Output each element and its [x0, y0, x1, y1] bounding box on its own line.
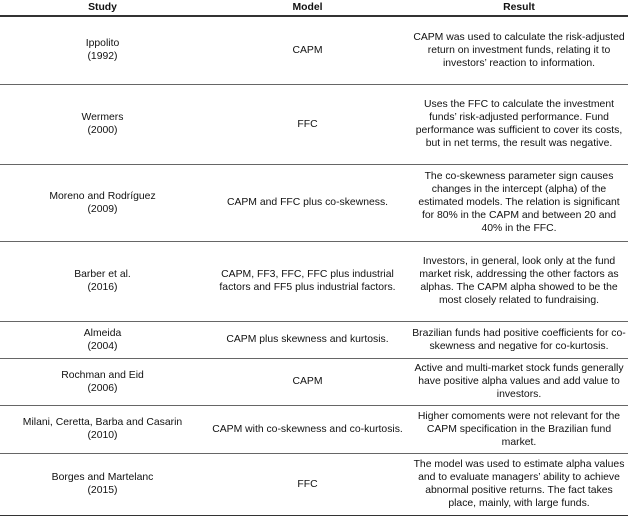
model-cell: CAPM with co-skewness and co-kurtosis.	[205, 405, 410, 453]
result-cell: Active and multi-market stock funds generally have positive alpha values and add value to investors.	[410, 358, 628, 405]
study-cell	[0, 164, 205, 241]
study-authors: Wermers	[81, 112, 124, 123]
result-cell: The model was used to estimate alpha values and to evaluate managers’ ability to achieve abnormal positive returns. The fact takes place, mainly, with large funds.	[410, 453, 628, 515]
study-authors: Ippolito	[85, 38, 120, 50]
study-year: (2015)	[87, 485, 118, 496]
study-year: (2006)	[87, 382, 118, 394]
table-row	[0, 164, 628, 241]
study-year: (1992)	[87, 51, 118, 63]
study-cell	[0, 16, 205, 84]
study-cell	[0, 453, 205, 515]
model-cell: CAPM, FF3, FFC, FFC plus industrial factors and FF5 plus industrial factors.	[205, 241, 410, 321]
model-cell: CAPM plus skewness and kurtosis.	[205, 321, 410, 358]
study-year: (2004)	[87, 340, 118, 352]
study-cell	[0, 84, 205, 164]
study-authors: Milani, Ceretta, Barba and Casarin	[22, 417, 183, 428]
study-authors: Almeida	[83, 327, 122, 339]
result-cell: CAPM was used to calculate the risk-adjusted return on investment funds, relating it to investors’ reaction to information.	[410, 16, 628, 84]
model-cell: CAPM	[205, 358, 410, 405]
result-cell: Higher comoments were not relevant for the CAPM specification in the Brazilian fund market.	[410, 405, 628, 453]
result-cell: The co-skewness parameter sign causes changes in the intercept (alpha) of the estimated models. The relation is significant for 80% in the CAPM and between 20 and 40% in the FFC.	[410, 164, 628, 241]
table-row	[0, 84, 628, 164]
header-result: Result	[410, 0, 628, 16]
model-cell: FFC	[205, 84, 410, 164]
table-row	[0, 321, 628, 358]
study-year: (2000)	[87, 125, 118, 136]
table-row	[0, 241, 628, 321]
study-cell	[0, 321, 205, 358]
table-header	[0, 0, 628, 16]
result-cell: Uses the FFC to calculate the investment funds’ risk-adjusted performance. Fund performance was sufficient to cover its costs, but in net terms, the result was negative.	[410, 84, 628, 164]
study-year: (2016)	[87, 282, 118, 293]
table-row	[0, 16, 628, 84]
table-row	[0, 405, 628, 453]
study-year: (2009)	[87, 203, 118, 215]
header-study: Study	[0, 0, 205, 16]
result-cell: Brazilian funds had positive coefficients for co-skewness and negative for co-kurtosis.	[410, 321, 628, 358]
header-row	[0, 0, 628, 16]
study-authors: Barber et al.	[74, 269, 131, 280]
study-authors: Rochman and Eid	[61, 369, 144, 381]
table-body	[0, 16, 628, 515]
study-cell	[0, 241, 205, 321]
model-cell: CAPM and FFC plus co-skewness.	[205, 164, 410, 241]
study-cell	[0, 405, 205, 453]
model-cell: CAPM	[205, 16, 410, 84]
model-cell: FFC	[205, 453, 410, 515]
table-row	[0, 358, 628, 405]
study-authors: Borges and Martelanc	[51, 472, 154, 483]
study-year: (2010)	[87, 430, 118, 441]
study-cell	[0, 358, 205, 405]
result-cell: Investors, in general, look only at the fund market risk, addressing the other factors as alphas. The CAPM alpha showed to be the most closely related to fundraising.	[410, 241, 628, 321]
study-authors: Moreno and Rodríguez	[49, 190, 156, 202]
table-row	[0, 453, 628, 515]
header-model: Model	[205, 0, 410, 16]
